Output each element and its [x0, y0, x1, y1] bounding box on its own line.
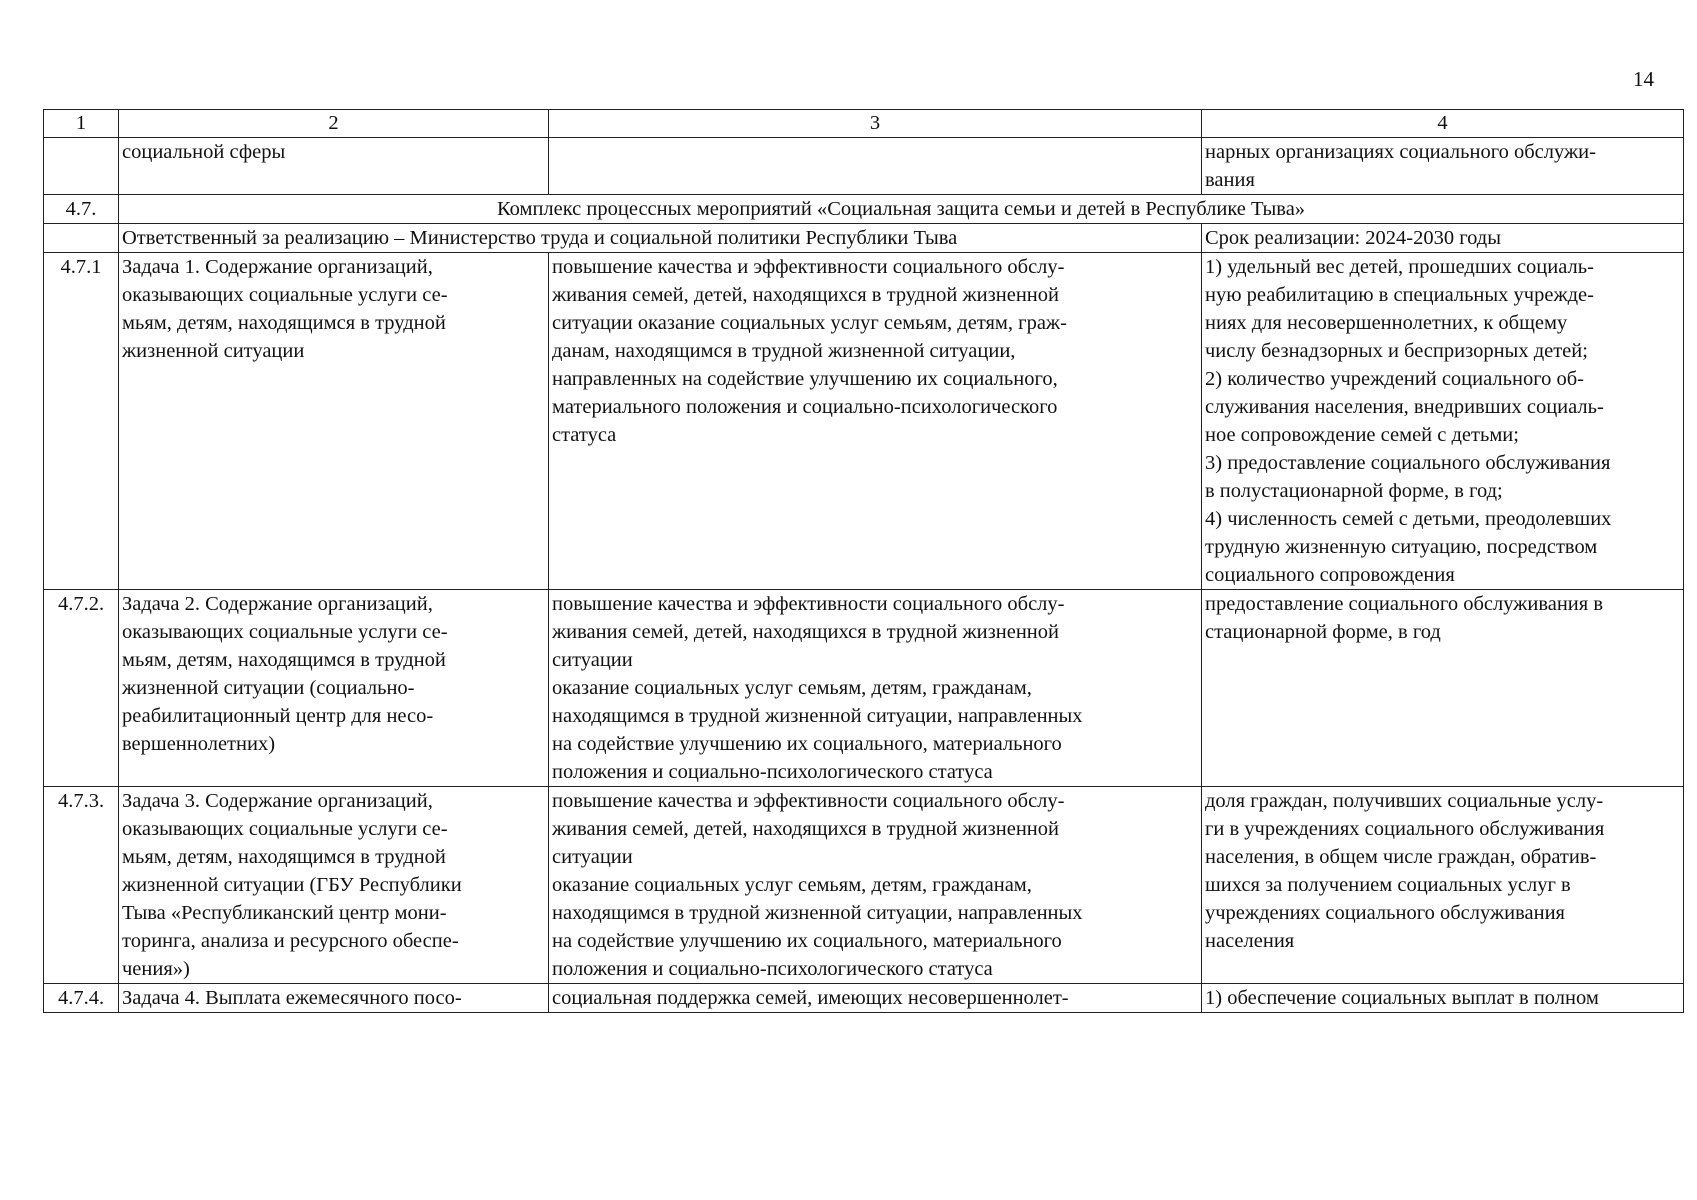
section-number: 4.7. — [44, 195, 119, 224]
task-cell: Задача 1. Содержание организаций, оказывающих социальные услуги се- мьям, детям, находящимся в трудной жизненной ситуации — [119, 253, 549, 590]
page-number: 14 — [1633, 67, 1654, 91]
table-row — [44, 590, 1684, 787]
row-number: 4.7.2. — [44, 590, 119, 787]
column-number-2: 2 — [119, 110, 549, 138]
row-number: 4.7.4. — [44, 984, 119, 1013]
indicator-cell: доля граждан, получивших социальные услу- ги в учреждениях социального обслуживания населения, в общем числе граждан, обратив- шихся за получением социальных услуг в учреждениях социального обслуживания населения — [1202, 787, 1684, 984]
section-meta-empty-cell — [44, 224, 119, 253]
section-responsible: Ответственный за реализацию – Министерство труда и социальной политики Республики Тыва — [119, 224, 1202, 253]
row-number: 4.7.1 — [44, 253, 119, 590]
indicator-cell: предоставление социального обслуживания в стационарной форме, в год — [1202, 590, 1684, 787]
table-row — [44, 787, 1684, 984]
task-cell: Задача 4. Выплата ежемесячного посо- — [119, 984, 549, 1013]
section-meta-row — [44, 224, 1684, 253]
program-table — [43, 109, 1684, 1013]
task-cell: Задача 2. Содержание организаций, оказывающих социальные услуги се- мьям, детям, находящимся в трудной жизненной ситуации (социально- реабилитационный центр для несо- вершеннолетних) — [119, 590, 549, 787]
continuation-row — [44, 138, 1684, 195]
indicator-cell: 1) удельный вес детей, прошедших социаль- ную реабилитацию в специальных учрежде- ниях для несовершеннолетних, к общему числу безнадзорных и беспризорных детей; 2) количество учреждений социального об- служивания населения, внедривших социаль- ное сопровождение семей с детьми; 3) предоставление социального обслуживания в полустационарной форме, в год; 4) численность семей с детьми, преодолевших трудную жизненную ситуацию, посредством социального сопровождения — [1202, 253, 1684, 590]
indicator-cell: 1) обеспечение социальных выплат в полном — [1202, 984, 1684, 1013]
section-term: Срок реализации: 2024-2030 годы — [1202, 224, 1684, 253]
result-cell: повышение качества и эффективности социального обслу- живания семей, детей, находящихся в трудной жизненной ситуации оказание социальных услуг семьям, детям, граж- данам, находящимся в трудной жизненной ситуации, направленных на содействие улучшению их социального, материального положения и социально-психологического статуса — [549, 253, 1202, 590]
column-number-3: 3 — [549, 110, 1202, 138]
continuation-result-cell — [549, 138, 1202, 195]
result-cell: повышение качества и эффективности социального обслу- живания семей, детей, находящихся в трудной жизненной ситуации оказание социальных услуг семьям, детям, гражданам, находящимся в трудной жизненной ситуации, направленных на содействие улучшению их социального, материального положения и социально-психологического статуса — [549, 787, 1202, 984]
section-title-row — [44, 195, 1684, 224]
table-row — [44, 984, 1684, 1013]
continuation-indicator-cell: нарных организациях социального обслужи- вания — [1202, 138, 1684, 195]
table-row — [44, 253, 1684, 590]
column-number-1: 1 — [44, 110, 119, 138]
column-number-row — [44, 110, 1684, 138]
row-number: 4.7.3. — [44, 787, 119, 984]
continuation-num-cell — [44, 138, 119, 195]
section-title: Комплекс процессных мероприятий «Социальная защита семьи и детей в Республике Тыва» — [119, 195, 1684, 224]
result-cell: социальная поддержка семей, имеющих несовершеннолет- — [549, 984, 1202, 1013]
continuation-task-cell: социальной сферы — [119, 138, 549, 195]
task-cell: Задача 3. Содержание организаций, оказывающих социальные услуги се- мьям, детям, находящимся в трудной жизненной ситуации (ГБУ Республики Тыва «Республиканский центр мони- торинга, анализа и ресурсного обеспе- чения») — [119, 787, 549, 984]
result-cell: повышение качества и эффективности социального обслу- живания семей, детей, находящихся в трудной жизненной ситуации оказание социальных услуг семьям, детям, гражданам, находящимся в трудной жизненной ситуации, направленных на содействие улучшению их социального, материального положения и социально-психологического статуса — [549, 590, 1202, 787]
column-number-4: 4 — [1202, 110, 1684, 138]
